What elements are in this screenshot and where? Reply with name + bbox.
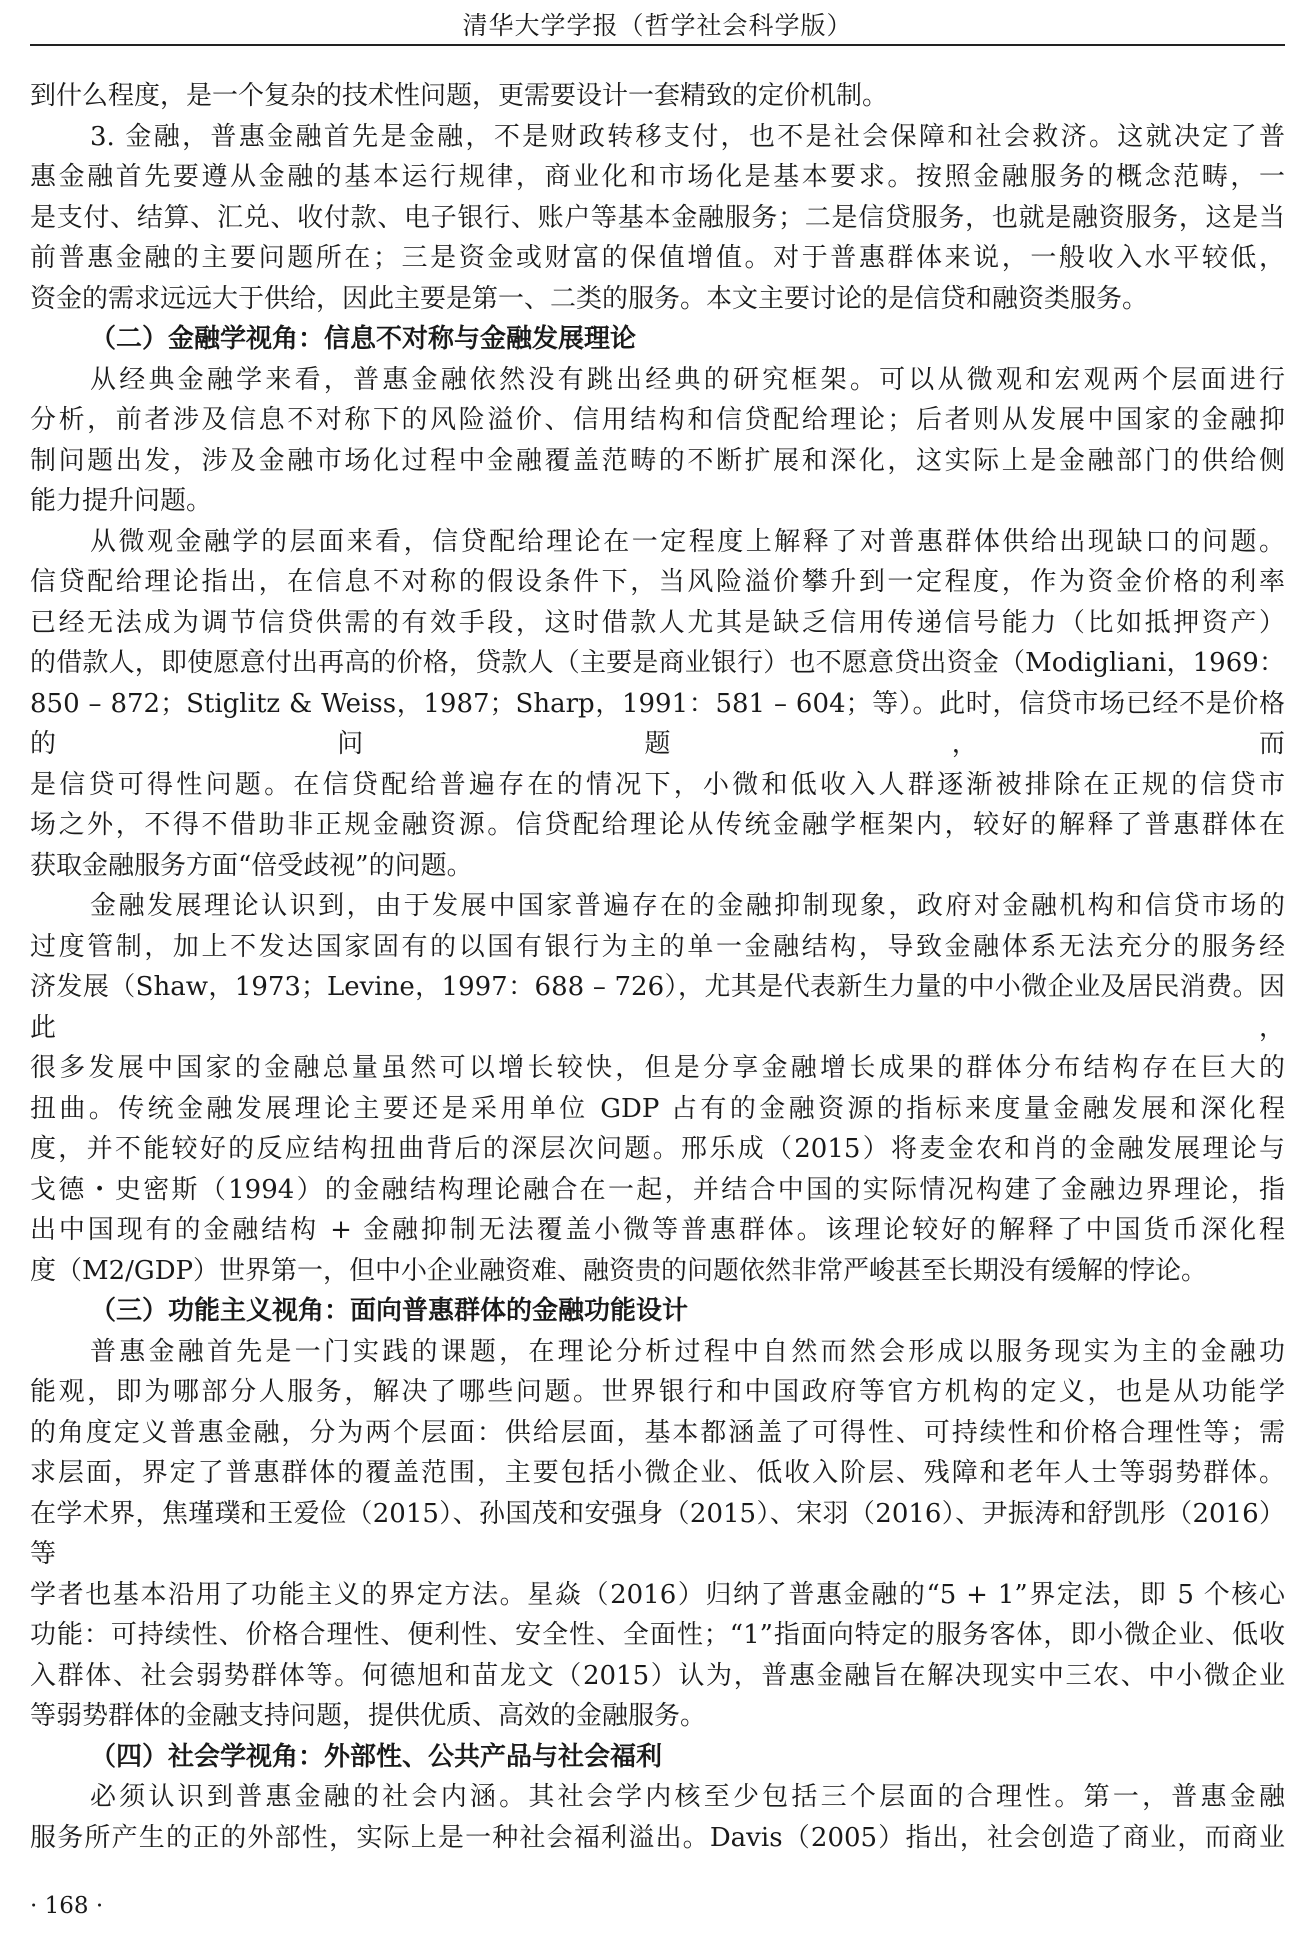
body-text-line: 在学术界，焦瑾璞和王爱俭（2015）、孙国茂和安强身（2015）、宋羽（2016）、尹振涛和舒凯彤（2016）等 [30, 1498, 1285, 1569]
body-text-line: 金融发展理论认识到，由于发展中国家普遍存在的金融抑制现象，政府对金融机构和信贷市场的 [90, 891, 1285, 921]
body-text-line: 的借款人，即使愿意付出再高的价格，贷款人（主要是商业银行）也不愿意贷出资金（Modigliani，1969： [30, 648, 1285, 678]
body-text-line: 济发展（Shaw，1973；Levine，1997：688 – 726），尤其是代表新生力量的中小微企业及居民消费。因此， [30, 972, 1285, 1043]
running-header [30, 0, 1285, 46]
body-text-line: 惠金融首先要遵从金融的基本运行规律，商业化和市场化是基本要求。按照金融服务的概念范畴，一 [30, 162, 1285, 192]
body-text-line: 学者也基本沿用了功能主义的界定方法。星焱（2016）归纳了普惠金融的“5 + 1”界定法，即 5 个核心 [30, 1579, 1285, 1610]
body-text-line: 是支付、结算、汇兑、收付款、电子银行、账户等基本金融服务；二是信贷服务，也就是融资服务，这是当 [30, 202, 1285, 233]
section-heading: （三）功能主义视角：面向普惠群体的金融功能设计 [90, 1296, 689, 1326]
body-text-line: 信贷配给理论指出，在信息不对称的假设条件下，当风险溢价攀升到一定程度，作为资金价格的利率 [30, 567, 1285, 597]
body-text-line: 从经典金融学来看，普惠金融依然没有跳出经典的研究框架。可以从微观和宏观两个层面进行 [90, 364, 1285, 395]
body-text-line: 功能：可持续性、价格合理性、便利性、安全性、全面性；“1”指面向特定的服务客体，即小微企业、低收 [30, 1620, 1285, 1650]
body-text-line: 分析，前者涉及信息不对称下的风险溢价、信用结构和信贷配给理论；后者则从发展中国家的金融抑 [30, 405, 1285, 435]
body-text-line: 能观，即为哪部分人服务，解决了哪些问题。世界银行和中国政府等官方机构的定义，也是从功能学 [30, 1377, 1285, 1407]
body-text-line: 普惠金融首先是一门实践的课题，在理论分析过程中自然而然会形成以服务现实为主的金融功 [90, 1336, 1285, 1367]
body-text-line: 能力提升问题。 [30, 486, 213, 516]
page-number: · 168 · [30, 1893, 104, 1919]
article-body [30, 76, 1285, 1858]
body-text-line: 的角度定义普惠金融，分为两个层面：供给层面，基本都涵盖了可得性、可持续性和价格合理性等；需 [30, 1417, 1285, 1448]
body-text-line: 出中国现有的金融结构 + 金融抑制无法覆盖小微等普惠群体。该理论较好的解释了中国货币深化程 [30, 1215, 1285, 1245]
body-text-line: 求层面，界定了普惠群体的覆盖范围，主要包括小微企业、低收入阶层、残障和老年人士等弱势群体。 [30, 1458, 1285, 1488]
body-text-line: 资金的需求远远大于供给，因此主要是第一、二类的服务。本文主要讨论的是信贷和融资类服务。 [30, 283, 1149, 314]
body-text-line: 必须认识到普惠金融的社会内涵。其社会学内核至少包括三个层面的合理性。第一，普惠金融 [90, 1782, 1285, 1812]
body-text-line: 戈德・史密斯（1994）的金融结构理论融合在一起，并结合中国的实际情况构建了金融边界理论，指 [30, 1174, 1285, 1205]
body-text-line: 制问题出发，涉及金融市场化过程中金融覆盖范畴的不断扩展和深化，这实际上是金融部门的供给侧 [30, 445, 1285, 476]
body-text-line: 扭曲。传统金融发展理论主要还是采用单位 GDP 占有的金融资源的指标来度量金融发展和深化程 [30, 1093, 1285, 1124]
body-text-line: 850 – 872；Stiglitz & Weiss，1987；Sharp，1991：581 – 604；等）。此时，信贷市场已经不是价格的问题，而 [30, 688, 1285, 759]
section-heading: （四）社会学视角：外部性、公共产品与社会福利 [90, 1741, 663, 1772]
body-text-line: 前普惠金融的主要问题所在；三是资金或财富的保值增值。对于普惠群体来说，一般收入水平较低， [30, 243, 1285, 273]
body-text-line: 服务所产生的正的外部性，实际上是一种社会福利溢出。Davis（2005）指出，社会创造了商业，而商业 [30, 1822, 1285, 1853]
body-text-line: 入群体、社会弱势群体等。何德旭和苗龙文（2015）认为，普惠金融旨在解决现实中三农、中小微企业 [30, 1660, 1285, 1691]
body-text-line: 3. 金融，普惠金融首先是金融，不是财政转移支付，也不是社会保障和社会救济。这就决定了普 [90, 121, 1285, 152]
body-text-line: 到什么程度，是一个复杂的技术性问题，更需要设计一套精致的定价机制。 [30, 81, 889, 111]
body-text-line: 已经无法成为调节信贷供需的有效手段，这时借款人尤其是缺乏信用传递信号能力（比如抵押资产） [30, 607, 1285, 638]
body-text-line: 很多发展中国家的金融总量虽然可以增长较快，但是分享金融增长成果的群体分布结构存在巨大的 [30, 1053, 1285, 1083]
body-text-line: 度，并不能较好的反应结构扭曲背后的深层次问题。邢乐成（2015）将麦金农和肖的金融发展理论与 [30, 1134, 1285, 1164]
body-text-line: 过度管制，加上不发达国家固有的以国有银行为主的单一金融结构，导致金融体系无法充分的服务经 [30, 931, 1285, 962]
body-text-line: 度（M2/GDP）世界第一，但中小企业融资难、融资贵的问题依然非常严峻甚至长期没有缓解的悖论。 [30, 1255, 1208, 1286]
section-heading: （二）金融学视角：信息不对称与金融发展理论 [90, 324, 637, 354]
body-text-line: 场之外，不得不借助非正规金融资源。信贷配给理论从传统金融学框架内，较好的解释了普惠群体在 [30, 810, 1285, 840]
journal-title: 清华大学学报（哲学社会科学版） [462, 11, 853, 40]
body-text-line: 是信贷可得性问题。在信贷配给普遍存在的情况下，小微和低收入人群逐渐被排除在正规的信贷市 [30, 769, 1285, 800]
body-text-line: 从微观金融学的层面来看，信贷配给理论在一定程度上解释了对普惠群体供给出现缺口的问题。 [90, 526, 1285, 557]
body-text-line: 等弱势群体的金融支持问题，提供优质、高效的金融服务。 [30, 1701, 707, 1731]
body-text-line: 获取金融服务方面“倍受歧视”的问题。 [30, 850, 473, 881]
